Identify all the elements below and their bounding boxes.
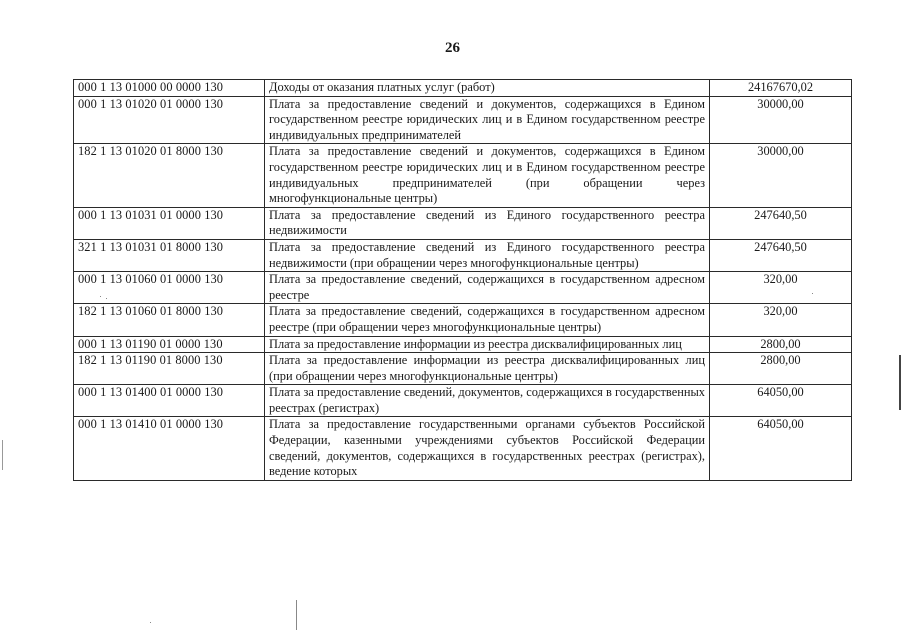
amount-cell: 24167670,02 — [710, 80, 852, 97]
table-row — [74, 336, 852, 353]
amount-cell: 64050,00 — [710, 417, 852, 480]
scan-speck — [106, 298, 107, 299]
budget-code-cell: 000 1 13 01031 01 0000 130 — [74, 207, 265, 239]
description-cell: Доходы от оказания платных услуг (работ) — [265, 80, 710, 97]
description-cell: Плата за предоставление сведений из Единого государственного реестра недвижимости — [265, 207, 710, 239]
page-number: 26 — [445, 40, 460, 56]
description-cell: Плата за предоставление сведений и документов, содержащихся в Едином государственном реестре юридических лиц и в Едином государственном реестре индивидуальных предпринимателей (при обращении через многофункциональные центры) — [265, 144, 710, 207]
scan-artifact-bottom-mark — [296, 600, 297, 630]
amount-cell: 2800,00 — [710, 353, 852, 385]
table-row — [74, 239, 852, 271]
scan-speck — [100, 296, 101, 297]
amount-cell: 247640,50 — [710, 239, 852, 271]
amount-cell: 30000,00 — [710, 144, 852, 207]
table-row — [74, 417, 852, 480]
table-row — [74, 304, 852, 336]
budget-code-cell: 000 1 13 01000 00 0000 130 — [74, 80, 265, 97]
description-cell: Плата за предоставление сведений, содержащихся в государственном адресном реестре — [265, 272, 710, 304]
description-cell: Плата за предоставление сведений из Единого государственного реестра недвижимости (при обращении через многофункциональные центры) — [265, 239, 710, 271]
table-row — [74, 207, 852, 239]
description-cell: Плата за предоставление информации из реестра дисквалифицированных лиц — [265, 336, 710, 353]
description-cell: Плата за предоставление государственными органами субъектов Российской Федерации, казенными учреждениями субъектов Российской Федерации сведений, документов, содержащихся в государственных реестрах (регистрах), ведение которых — [265, 417, 710, 480]
scan-artifact-left-edge — [2, 440, 3, 470]
budget-code-cell: 000 1 13 01410 01 0000 130 — [74, 417, 265, 480]
table-row — [74, 96, 852, 144]
table-row — [74, 144, 852, 207]
budget-code-cell: 000 1 13 01060 01 0000 130 — [74, 272, 265, 304]
scan-artifact-right-edge — [899, 355, 901, 410]
amount-cell: 247640,50 — [710, 207, 852, 239]
table-row — [74, 385, 852, 417]
budget-code-cell: 182 1 13 01060 01 8000 130 — [74, 304, 265, 336]
description-cell: Плата за предоставление сведений, документов, содержащихся в государственных реестрах (регистрах) — [265, 385, 710, 417]
amount-cell: 2800,00 — [710, 336, 852, 353]
table-row — [74, 353, 852, 385]
amount-cell: 30000,00 — [710, 96, 852, 144]
description-cell: Плата за предоставление сведений, содержащихся в государственном адресном реестре (при обращении через многофункциональные центры) — [265, 304, 710, 336]
amount-cell: 64050,00 — [710, 385, 852, 417]
budget-code-cell: 182 1 13 01020 01 8000 130 — [74, 144, 265, 207]
budget-code-cell: 000 1 13 01400 01 0000 130 — [74, 385, 265, 417]
budget-code-cell: 321 1 13 01031 01 8000 130 — [74, 239, 265, 271]
description-cell: Плата за предоставление сведений и документов, содержащихся в Едином государственном реестре юридических лиц и в Едином государственном реестре индивидуальных предпринимателей — [265, 96, 710, 144]
table-row — [74, 272, 852, 304]
description-cell: Плата за предоставление информации из реестра дисквалифицированных лиц (при обращении через многофункциональные центры) — [265, 353, 710, 385]
budget-code-cell: 000 1 13 01190 01 0000 130 — [74, 336, 265, 353]
budget-code-cell: 182 1 13 01190 01 8000 130 — [74, 353, 265, 385]
amount-cell: 320,00 — [710, 272, 852, 304]
scan-speck — [812, 293, 813, 294]
budget-code-cell: 000 1 13 01020 01 0000 130 — [74, 96, 265, 144]
revenue-table — [73, 79, 852, 481]
amount-cell: 320,00 — [710, 304, 852, 336]
scan-speck — [150, 622, 151, 623]
table-row — [74, 80, 852, 97]
